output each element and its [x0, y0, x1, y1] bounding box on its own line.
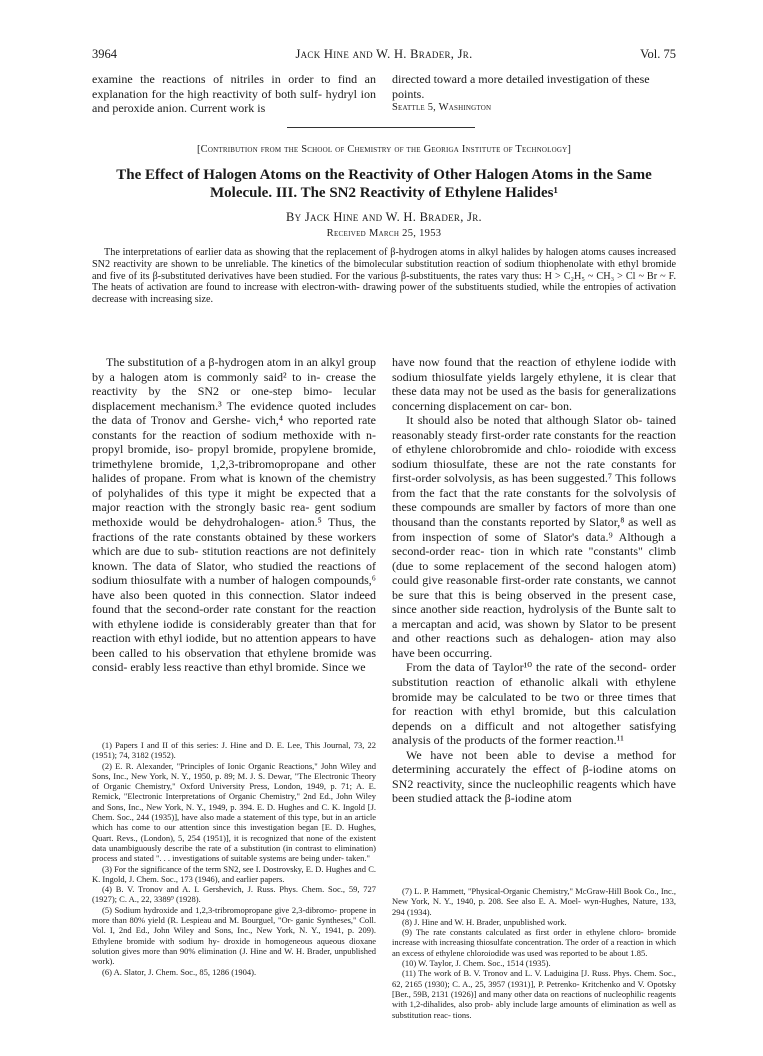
paragraph: From the data of Taylor¹⁰ the rate of the second- order substitution reaction of ethanolic alkali with ethylene bromide may be calculated to be two or three times that for reaction with ethyl bromide, but this calculation depends on a difficult and not altogether satisfying analysis of the products of the former reaction.¹¹ — [392, 660, 676, 748]
paragraph: It should also be noted that although Slator ob- tained reasonably steady first-order rate constants for the reaction of ethylene chlorobromide and chlo- roiodide with excess sodium thiosulfate, these are not the rate constants for first-order solvolysis, as has been suggested.⁷ This follows from the fact that the rate constants for the solvolysis of these compounds are smaller by factors of more than one thousand than the constants reported by Slator,⁸ as well as from inspection of some of Slator's data.⁹ Although a second-order reac- tion in which rate "constants" climb (due to some replacement of the second halogen atom) could give reasonable first-order rate constants, we cannot be sure that this is being observed in the present case, since another side reaction, hydrolysis of the Bunte salt to a mercaptan and acid, was shown by Slator to be present and other reactions such as dehalogen- ation may also have been occurring. — [392, 413, 676, 660]
received-date: Received March 25, 1953 — [326, 228, 442, 239]
article-title: The Effect of Halogen Atoms on the Reactivity of Other Halogen Atoms in the Same Molecule. III. The SN2 Reactivity of Ethylene Halides¹ — [116, 167, 652, 201]
paragraph: have now found that the reaction of ethylene iodide with sodium thiosulfate yields largely ethylene, it is clear that these data may not be used as the basis for generalizations concerning displacement on car- bon. — [392, 355, 676, 413]
previous-article-right — [392, 72, 676, 116]
footnote: (9) The rate constants calculated as first order in ethylene chloro- bromide increase with increasing thiosulfate concentration. The order of a reaction in which an excess of ethylene chloroiodide was used was reported to be about 1.85. — [392, 927, 676, 958]
footnote: (3) For the significance of the term SN2, see I. Dostrovsky, E. D. Hughes and C. K. Ingold, J. Chem. Soc., 173 (1946), and earlier papers. — [92, 863, 376, 884]
footnote: (1) Papers I and II of this series: J. Hine and D. E. Lee, This Journal, 73, 22 (1951); 74, 3182 (1952). — [92, 740, 376, 761]
running-title: Jack Hine and W. H. Brader, Jr. — [295, 47, 473, 61]
body-column-left — [92, 355, 376, 675]
footnote: (6) A. Slator, J. Chem. Soc., 85, 1286 (1904). — [102, 966, 257, 977]
author-byline: By Jack Hine and W. H. Brader, Jr. — [286, 210, 482, 224]
previous-article-left-text: examine the reactions of nitriles in order to find an explanation for the high reactivity of both sulf- hydryl ion and peroxide anion. Current work is — [92, 72, 376, 116]
footnote: (8) J. Hine and W. H. Brader, unpublished work. — [402, 916, 567, 927]
page-number: 3964 — [92, 47, 117, 61]
footnote: (4) B. V. Tronov and A. I. Gershevich, J. Russ. Phys. Chem. Soc., 59, 727 (1927); C. A., 22, 3389⁹ (1928). — [92, 884, 376, 905]
volume-label: Vol. 75 — [640, 47, 676, 61]
section-divider — [287, 127, 475, 128]
previous-article-location: Seattle 5, Washington — [392, 102, 492, 114]
paragraph: We have not been able to devise a method for determining accurately the effect of β-iodine atoms on SN2 reactivity, since the nucleophilic reagents which have been studied attack the β-iodine atom — [392, 747, 676, 806]
footnote: (2) E. R. Alexander, "Principles of Ionic Organic Reactions," John Wiley and Sons, Inc., New York, N. Y., 1950, p. 89; M. J. S. Dewar, "The Electronic Theory of Organic Chemistry," Oxford University Press, London, 1949, p. 71; A. E. Remick, "Electronic Interpretations of Organic Chemistry," 2nd Ed., John Wiley and Sons, Inc., New York, N. Y., 1949, p. 394. E. D. Hughes and C. K. Ingold [J. Chem. Soc., 244 (1935)], have also made a statement of this type, but in an article which has come to our attention since this investigation began [E. D. Hughes, Quart. Revs., (London), 5, 254 (1951)], it is recognized that none of the existent data unambiguously describe the rate of a substitution (in contrast to elimination) process and stated ". . . investigations of suitable systems are being under- taken." — [92, 760, 376, 864]
footnote: (5) Sodium hydroxide and 1,2,3-tribromopropane give 2,3-dibromo- propene in more than 80% yield (R. Lespieau and M. Bourguel, "Or- ganic Syntheses," Coll. Vol. I, 2nd Ed., John Wiley and Sons, Inc., New York, N. Y., 1941, p. 209). Ethylene bromide with sodium hy- droxide in homogeneous aqueous dioxane solution gives more than 90% elimination (J. Hine and W. H. Brader, unpublished work). — [92, 904, 376, 967]
footnote: (11) The work of B. V. Tronov and L. V. Laduigina [J. Russ. Phys. Chem. Soc., 62, 2165 (1930); C. A., 25, 3957 (1931)], P. Petrenko- Kritchenko and V. Opotsky [Ber., 59B, 2131 (1926)] and many other data on reactions of nucleophilic reagents with 1,2-dihalides, also prob- ably include large amounts of elimination as well as substitution reac- tions. — [392, 968, 676, 1020]
body-column-right — [392, 355, 676, 806]
footnotes-right — [392, 886, 676, 1020]
previous-article-right-text: directed toward a more detailed investigation of these points. — [392, 72, 650, 101]
abstract: The interpretations of earlier data as showing that the replacement of β-hydrogen atoms in alkyl halides by halogen atoms causes increased SN2 reactivity are shown to be unreliable. The kinetics of the bimolecular substitution reaction of sodium thiophenolate with ethyl bromide and five of its β-substituted derivatives have been studied. For the various β-substituents, the rates vary thus: H > C₂H₅ ~ CH₃ > Cl ~ Br ~ F. The heats of activation are found to increase with electron-with- drawing power of the substituents studied, while the entropies of activation decrease with increasing size. — [92, 247, 676, 306]
footnotes-left — [92, 740, 376, 977]
footnote: (7) L. P. Hammett, "Physical-Organic Chemistry," McGraw-Hill Book Co., Inc., New York, N. Y., 1940, p. 208. See also E. A. Moel- wyn-Hughes, Nature, 133, 294 (1934). — [392, 886, 676, 917]
footnote: (10) W. Taylor, J. Chem. Soc., 1514 (1935). — [402, 958, 551, 969]
paragraph: The substitution of a β-hydrogen atom in an alkyl group by a halogen atom is commonly said² to in- crease the reactivity by the SN2 or one-step bimo- lecular displacement mechanism.³ The evidence quoted includes the data of Tronov and Gershe- vich,⁴ who reported rate constants for the reaction of sodium methoxide with n-propyl bromide, iso- propyl bromide, propylene bromide, trimethylene bromide, 1,2,3-tribromopropane and other halides of propane. From what is known of the chemistry of polyhalides of this type it might be expected that a major reaction with the strongly basic rea- gent sodium methoxide would be dehydrohalogen- ation.⁵ Thus, the fractions of the rate constants obtained by these workers which are due to sub- stitution reactions are not definitely known. The data of Slator, who studied the reactions of sodium thiosulfate with a number of halogen compounds,⁶ have also been quoted in this connection. Slator indeed found that the second-order rate constant for the reaction with ethylene iodide is considerably greater than that for reaction with ethyl iodide, but no attention appears to have been called to his observation that ethylene bromide was consid- erably less reactive than ethyl bromide. Since we — [92, 355, 376, 675]
page-header — [92, 47, 676, 63]
contribution-line: [Contribution from the School of Chemistry of the Georiga Institute of Technology] — [196, 144, 572, 155]
